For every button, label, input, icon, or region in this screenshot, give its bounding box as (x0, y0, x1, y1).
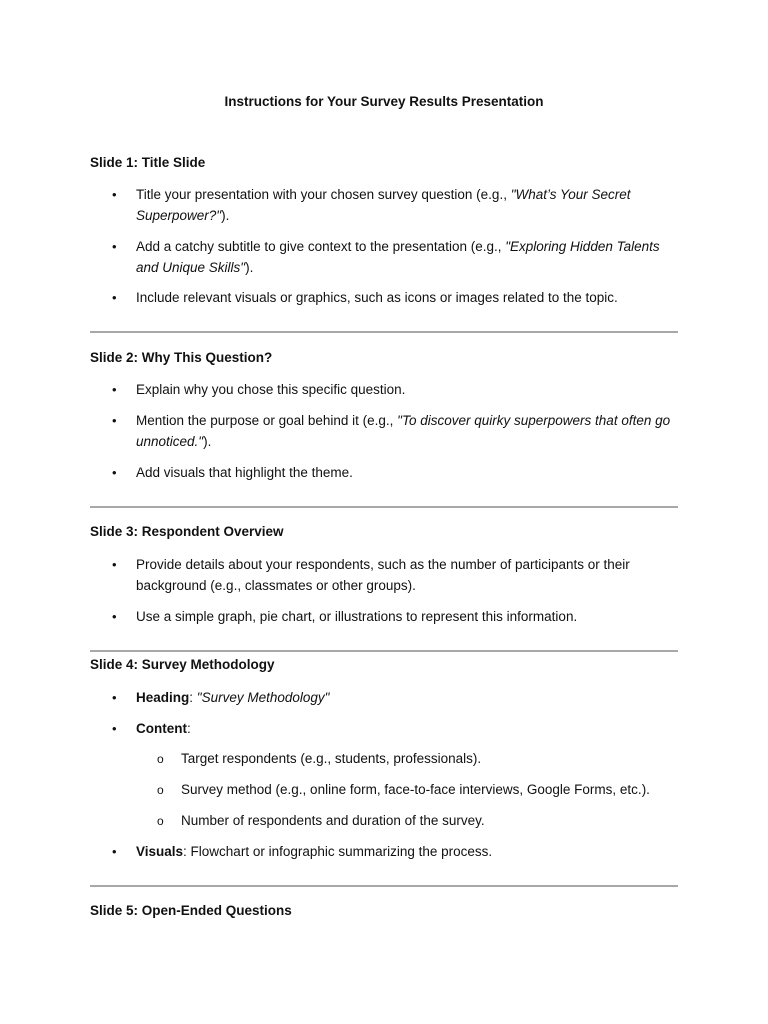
section-divider (90, 650, 678, 652)
bullet-marker: • (112, 382, 117, 397)
bullet-marker: • (112, 557, 117, 572)
bullet-text-plain: ). (203, 433, 212, 449)
bullet-text: Use a simple graph, pie chart, or illustrations to represent this information. (136, 609, 578, 624)
slide2-heading: Slide 2: Why This Question? (90, 350, 273, 365)
bullet-marker: • (112, 465, 117, 480)
bullet-text: Include relevant visuals or graphics, such as icons or images related to the topic. (136, 290, 618, 305)
sub-bullet-text: Number of respondents and duration of the survey. (181, 813, 485, 828)
bullet-text: Provide details about your respondents, such as the number of participants or their background (e.g., classmates or other groups). (136, 557, 630, 593)
bullet-label-bold: Visuals (136, 844, 184, 859)
bullet-marker: • (112, 413, 117, 428)
bullet-text-plain: : (187, 721, 191, 736)
bullet-text (136, 237, 676, 278)
bullet-marker: • (112, 721, 117, 736)
section-divider (90, 331, 678, 333)
bullet-text (136, 411, 676, 452)
sub-bullet-text: Target respondents (e.g., students, professionals). (181, 751, 482, 766)
bullet-marker: • (112, 690, 117, 705)
bullet-text (136, 688, 676, 709)
bullet-text-plain: Add a catchy subtitle to give context to the presentation (e.g., (136, 239, 506, 254)
bullet-text-italic: "Survey Methodology" (196, 690, 330, 705)
bullet-text-plain: : (189, 690, 197, 705)
bullet-text-plain: : Flowchart or infographic summarizing the process. (183, 844, 493, 859)
slide5-heading: Slide 5: Open-Ended Questions (90, 903, 292, 918)
section-divider (90, 885, 678, 887)
bullet-text-plain: Title your presentation with your chosen survey question (e.g., (136, 187, 511, 202)
bullet-text (136, 185, 676, 226)
bullet-text (136, 842, 676, 863)
bullet-text (136, 719, 676, 740)
sub-bullet-marker: o (157, 814, 164, 828)
bullet-text-italic: "Exploring Hidden Talents and Unique Skills" (136, 239, 660, 275)
slide4-heading: Slide 4: Survey Methodology (90, 657, 275, 672)
bullet-marker: • (112, 187, 117, 202)
document-title: Instructions for Your Survey Results Presentation (224, 94, 544, 109)
bullet-marker: • (112, 290, 117, 305)
bullet-marker: • (112, 844, 117, 859)
slide1-heading: Slide 1: Title Slide (90, 155, 206, 170)
bullet-label-bold: Heading (136, 690, 190, 705)
bullet-text-italic: "To discover quirky superpowers that often go unnoticed." (136, 413, 671, 449)
bullet-text-plain: ). (245, 259, 254, 275)
bullet-text: Explain why you chose this specific question. (136, 382, 406, 397)
slide3-heading: Slide 3: Respondent Overview (90, 524, 284, 539)
bullet-text-plain: ). (221, 207, 230, 223)
bullet-text: Add visuals that highlight the theme. (136, 465, 353, 480)
sub-bullet-text: Survey method (e.g., online form, face-to-face interviews, Google Forms, etc.). (181, 782, 650, 797)
sub-bullet-marker: o (157, 783, 164, 797)
bullet-marker: • (112, 239, 117, 254)
bullet-text-plain: Mention the purpose or goal behind it (e.g., (136, 413, 398, 428)
sub-bullet-marker: o (157, 752, 164, 766)
bullet-marker: • (112, 609, 117, 624)
bullet-label-bold: Content (136, 721, 187, 736)
section-divider (90, 506, 678, 508)
bullet-text-italic: "What’s Your Secret Superpower?" (136, 187, 631, 223)
